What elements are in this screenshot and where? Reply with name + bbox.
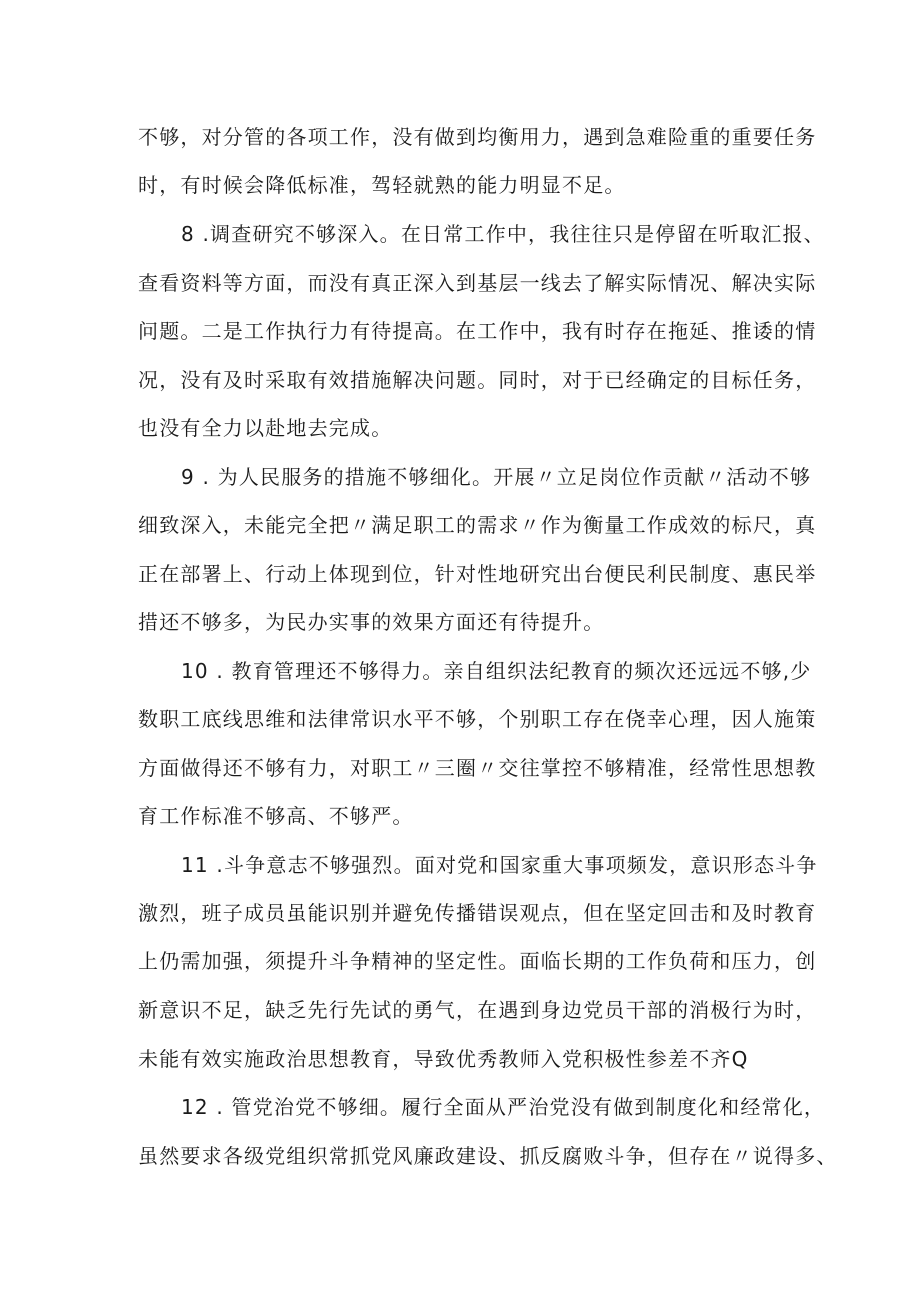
text-line: 时，有时候会降低标准，驾轻就熟的能力明显不足。 [138,173,626,197]
paragraph-8-start: 8 .调查研究不够深入。在日常工作中，我往往只是停留在听取汇报、 [181,222,825,246]
text-line: 育工作标准不够高、不够严。 [138,804,414,828]
text-line: 上仍需加强，须提升斗争精神的坚定性。面临长期的工作负荷和压力，创 [138,949,817,973]
text-line: 查看资料等方面，而没有真正深入到基层一线去了解实际情况、解决实际 [138,271,817,295]
text-line: 虽然要求各级党组织常抓党风廉政建设、抓反腐败斗争，但存在〃说得多、 [138,1144,838,1168]
text-line: 数职工底线思维和法律常识水平不够，个别职工存在侥幸心理，因人施策 [138,707,817,731]
text-line: 新意识不足，缺乏先行先试的勇气，在遇到身边党员干部的消极行为时， [138,998,817,1022]
text-line: 措还不够多，为民办实事的效果方面还有待提升。 [138,610,605,634]
text-line: 激烈，班子成员虽能识别并避免传播错误观点，但在坚定回击和及时教育 [138,901,817,925]
text-line: 未能有效实施政治思想教育，导致优秀教师入党积极性参差不齐Q [138,1047,749,1071]
paragraph-9-start: 9 . 为人民服务的措施不够细化。开展〃立足岗位作贡献〃活动不够 [181,465,812,489]
text-line: 问题。二是工作执行力有待提高。在工作中，我有时存在拖延、推诿的情 [138,319,817,343]
paragraph-11-start: 11 .斗争意志不够强烈。面对党和国家重大事项频发，意识形态斗争 [181,853,818,877]
paragraph-12-start: 12 . 管党治党不够细。履行全面从严治党没有做到制度化和经常化， [181,1095,826,1119]
text-line: 况，没有及时采取有效措施解决问题。同时，对于已经确定的目标任务， [138,368,817,392]
paragraph-10-start: 10 . 教育管理还不够得力。亲自组织法纪教育的频次还远远不够,少 [181,659,812,683]
text-line: 正在部署上、行动上体现到位，针对性地研究出台便民利民制度、惠民举 [138,562,817,586]
text-line: 细致深入，未能完全把〃满足职工的需求〃作为衡量工作成效的标尺，真 [138,513,817,537]
text-line: 方面做得还不够有力，对职工〃三圈〃交往掌控不够精准，经常性思想教 [138,756,817,780]
text-line: 不够，对分管的各项工作，没有做到均衡用力，遇到急难险重的重要任务 [138,125,817,149]
text-line: 也没有全力以赴地去完成。 [138,416,393,440]
